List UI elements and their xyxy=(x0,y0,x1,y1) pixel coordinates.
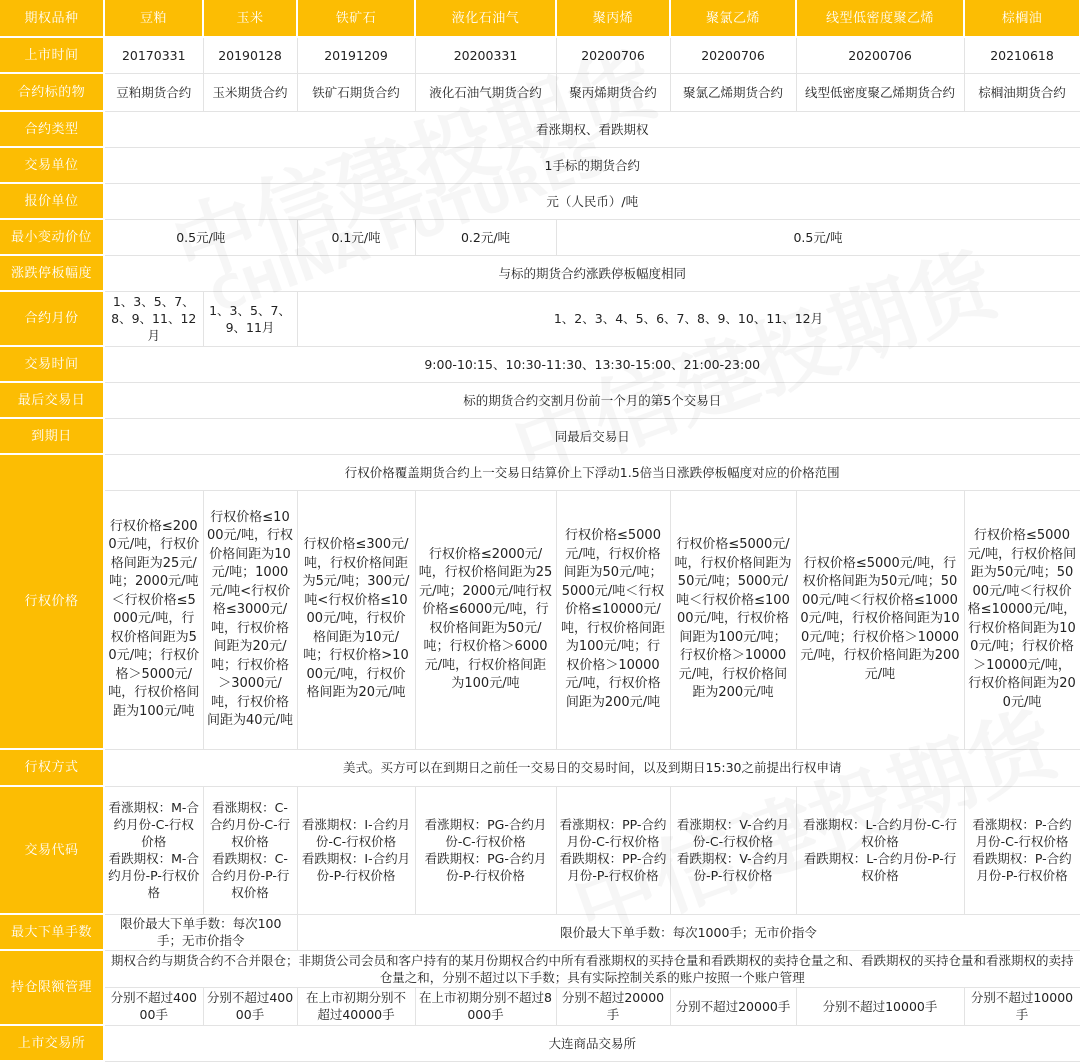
row-label: 上市交易所 xyxy=(0,1025,104,1061)
row-label: 行权价格 xyxy=(0,454,104,749)
put-code: 看跌期权：PP-合约月份-P-行权价格 xyxy=(559,851,667,883)
cell: 铁矿石期货合约 xyxy=(297,73,415,111)
cell: 20190128 xyxy=(203,37,297,73)
row-label: 到期日 xyxy=(0,418,104,454)
row-quote-unit xyxy=(0,183,1080,219)
product-pvc: 聚氯乙烯 xyxy=(670,0,796,37)
cell: 1、3、5、7、9、11月 xyxy=(203,291,297,346)
call-code: 看涨期权：I-合约月份-C-行权价格 xyxy=(301,817,411,849)
cell: 20200706 xyxy=(670,37,796,73)
cell: 豆粕期货合约 xyxy=(104,73,203,111)
cell: 0.2元/吨 xyxy=(415,219,556,255)
product-pp: 聚丙烯 xyxy=(556,0,670,37)
call-code: 看涨期权：L-合约月份-C-行权价格 xyxy=(802,817,957,849)
call-code: 看涨期权：P-合约月份-C-行权价格 xyxy=(972,817,1072,849)
cell: 看涨期权、看跌期权 xyxy=(104,111,1080,147)
cell: 9:00-10:15、10:30-11:30、13:30-15:00、21:00-23:00 xyxy=(104,346,1080,382)
row-label: 交易代码 xyxy=(0,786,104,914)
cell xyxy=(297,786,415,914)
put-code: 看跌期权：M-合约月份-P-行权价格 xyxy=(108,851,200,900)
row-label: 报价单位 xyxy=(0,183,104,219)
row-trading-code xyxy=(0,786,1080,914)
cell: 线型低密度聚乙烯期货合约 xyxy=(796,73,964,111)
row-label: 上市时间 xyxy=(0,37,104,73)
cell xyxy=(556,786,670,914)
row-strike-summary xyxy=(0,454,1080,490)
cell: 聚氯乙烯期货合约 xyxy=(670,73,796,111)
product-palm-oil: 棕榈油 xyxy=(964,0,1080,37)
cell: 行权价格≤5000元/吨，行权价格间距为50元/吨；5000元/吨＜行权价格≤10000元/吨，行权价格间距为100元/吨；行权价格＞10000元/吨，行权价格间距为200元/吨 xyxy=(796,490,964,749)
put-code: 看跌期权：P-合约月份-P-行权价格 xyxy=(972,851,1072,883)
row-exercise-style xyxy=(0,749,1080,786)
row-strike-detail xyxy=(0,490,1080,749)
cell xyxy=(104,786,203,914)
cell: 限价最大下单手数：每次100手；无市价指令 xyxy=(104,914,297,950)
put-code: 看跌期权：PG-合约月份-P-行权价格 xyxy=(424,851,547,883)
cell: 1手标的期货合约 xyxy=(104,147,1080,183)
product-soybean-meal: 豆粕 xyxy=(104,0,203,37)
row-max-order xyxy=(0,914,1080,950)
cell: 分别不超过10000手 xyxy=(796,987,964,1025)
cell: 在上市初期分别不超过8000手 xyxy=(415,987,556,1025)
cell: 1、2、3、4、5、6、7、8、9、10、11、12月 xyxy=(297,291,1080,346)
cell: 期权合约与期货合约不合并限仓；非期货公司会员和客户持有的某月份期权合约中所有看涨期权的买持仓量和看跌期权的卖持仓量之和、看跌期权的买持仓量和看涨期权的卖持仓量之和，分别不超过以下手数；具有实际控制关系的账户按照一个账户管理 xyxy=(104,950,1080,987)
put-code: 看跌期权：I-合约月份-P-行权价格 xyxy=(301,851,411,883)
cell: 与标的期货合约涨跌停板幅度相同 xyxy=(104,255,1080,291)
put-code: 看跌期权：C-合约月份-P-行权价格 xyxy=(210,851,290,900)
cell: 20200706 xyxy=(556,37,670,73)
cell: 分别不超过40000手 xyxy=(104,987,203,1025)
header-row xyxy=(0,0,1080,37)
cell: 美式。买方可以在到期日之前任一交易日的交易时间，以及到期日15:30之前提出行权申请 xyxy=(104,749,1080,786)
row-label: 合约月份 xyxy=(0,291,104,346)
cell: 0.5元/吨 xyxy=(104,219,297,255)
row-underlying xyxy=(0,73,1080,111)
cell xyxy=(670,786,796,914)
cell: 20210618 xyxy=(964,37,1080,73)
row-listing-date xyxy=(0,37,1080,73)
row-label: 持仓限额管理 xyxy=(0,950,104,1025)
cell xyxy=(796,786,964,914)
cell: 聚丙烯期货合约 xyxy=(556,73,670,111)
cell: 分别不超过10000手 xyxy=(964,987,1080,1025)
row-label: 合约类型 xyxy=(0,111,104,147)
row-label: 最后交易日 xyxy=(0,382,104,418)
row-label: 合约标的物 xyxy=(0,73,104,111)
row-last-trading-day xyxy=(0,382,1080,418)
row-label: 最小变动价位 xyxy=(0,219,104,255)
cell: 20191209 xyxy=(297,37,415,73)
cell: 行权价格≤5000元/吨，行权价格间距为50元/吨；5000元/吨＜行权价格≤10000元/吨，行权价格间距为100元/吨；行权价格＞10000元/吨，行权价格间距为200元/吨 xyxy=(964,490,1080,749)
row-label: 交易时间 xyxy=(0,346,104,382)
cell xyxy=(203,786,297,914)
cell: 20170331 xyxy=(104,37,203,73)
cell: 行权价格≤5000元/吨，行权价格间距为50元/吨；5000元/吨＜行权价格≤10000元/吨，行权价格间距为100元/吨；行权价格＞10000元/吨，行权价格间距为200元/吨 xyxy=(670,490,796,749)
call-code: 看涨期权：C-合约月份-C-行权价格 xyxy=(209,800,291,849)
cell: 分别不超过20000手 xyxy=(670,987,796,1025)
cell: 限价最大下单手数：每次1000手；无市价指令 xyxy=(297,914,1080,950)
row-position-rule xyxy=(0,950,1080,987)
cell: 在上市初期分别不超过40000手 xyxy=(297,987,415,1025)
cell: 行权价格≤1000元/吨，行权价格间距为10元/吨；1000元/吨<行权价格≤3000元/吨，行权价格间距为20元/吨；行权价格＞3000元/吨，行权价格间距为40元/吨 xyxy=(203,490,297,749)
header-label: 期权品种 xyxy=(0,0,104,37)
cell: 20200331 xyxy=(415,37,556,73)
cell: 标的期货合约交割月份前一个月的第5个交易日 xyxy=(104,382,1080,418)
cell: 1、3、5、7、8、9、11、12月 xyxy=(104,291,203,346)
cell: 元（人民币）/吨 xyxy=(104,183,1080,219)
row-trading-hours xyxy=(0,346,1080,382)
put-code: 看跌期权：V-合约月份-P-行权价格 xyxy=(676,851,790,883)
cell: 行权价格≤2000元/吨，行权价格间距为25元/吨；2000元/吨＜行权价格≤5000元/吨，行权价格间距为50元/吨；行权价格＞5000元/吨，行权价格间距为100元/吨 xyxy=(104,490,203,749)
cell: 同最后交易日 xyxy=(104,418,1080,454)
row-expiry xyxy=(0,418,1080,454)
put-code: 看跌期权：L-合约月份-P-行权价格 xyxy=(803,851,957,883)
call-code: 看涨期权：PG-合约月份-C-行权价格 xyxy=(424,817,547,849)
product-corn: 玉米 xyxy=(203,0,297,37)
cell xyxy=(964,786,1080,914)
row-position-values xyxy=(0,987,1080,1025)
row-tick-size xyxy=(0,219,1080,255)
call-code: 看涨期权：M-合约月份-C-行权价格 xyxy=(108,800,199,849)
cell: 棕榈油期货合约 xyxy=(964,73,1080,111)
cell xyxy=(415,786,556,914)
row-label: 交易单位 xyxy=(0,147,104,183)
cell: 20200706 xyxy=(796,37,964,73)
row-label: 行权方式 xyxy=(0,749,104,786)
cell: 行权价格≤2000元/吨，行权价格间距为25元/吨；2000元/吨行权价格≤6000元/吨，行权价格间距为50元/吨；行权价格＞6000元/吨，行权价格间距为100元/吨 xyxy=(415,490,556,749)
row-contract-type xyxy=(0,111,1080,147)
row-label: 涨跌停板幅度 xyxy=(0,255,104,291)
product-lldpe: 线型低密度聚乙烯 xyxy=(796,0,964,37)
row-trading-unit xyxy=(0,147,1080,183)
cell: 行权价格≤300元/吨，行权价格间距为5元/吨；300元/吨<行权价格≤1000元/吨，行权价格间距为10元/吨；行权价格>1000元/吨，行权价格间距为20元/吨 xyxy=(297,490,415,749)
product-iron-ore: 铁矿石 xyxy=(297,0,415,37)
cell: 0.5元/吨 xyxy=(556,219,1080,255)
row-contract-months xyxy=(0,291,1080,346)
cell: 液化石油气期货合约 xyxy=(415,73,556,111)
cell: 0.1元/吨 xyxy=(297,219,415,255)
cell: 行权价格≤5000元/吨，行权价格间距为50元/吨；5000元/吨＜行权价格≤10000元/吨，行权价格间距为100元/吨；行权价格＞10000元/吨，行权价格间距为200元/吨 xyxy=(556,490,670,749)
product-lpg: 液化石油气 xyxy=(415,0,556,37)
cell: 分别不超过20000手 xyxy=(556,987,670,1025)
call-code: 看涨期权：PP-合约月份-C-行权价格 xyxy=(559,817,667,849)
row-exchange xyxy=(0,1025,1080,1061)
cell: 玉米期货合约 xyxy=(203,73,297,111)
row-price-limit xyxy=(0,255,1080,291)
cell: 大连商品交易所 xyxy=(104,1025,1080,1061)
row-label: 最大下单手数 xyxy=(0,914,104,950)
call-code: 看涨期权：V-合约月份-C-行权价格 xyxy=(676,817,790,849)
cell: 分别不超过40000手 xyxy=(203,987,297,1025)
cell: 行权价格覆盖期货合约上一交易日结算价上下浮动1.5倍当日涨跌停板幅度对应的价格范围 xyxy=(104,454,1080,490)
